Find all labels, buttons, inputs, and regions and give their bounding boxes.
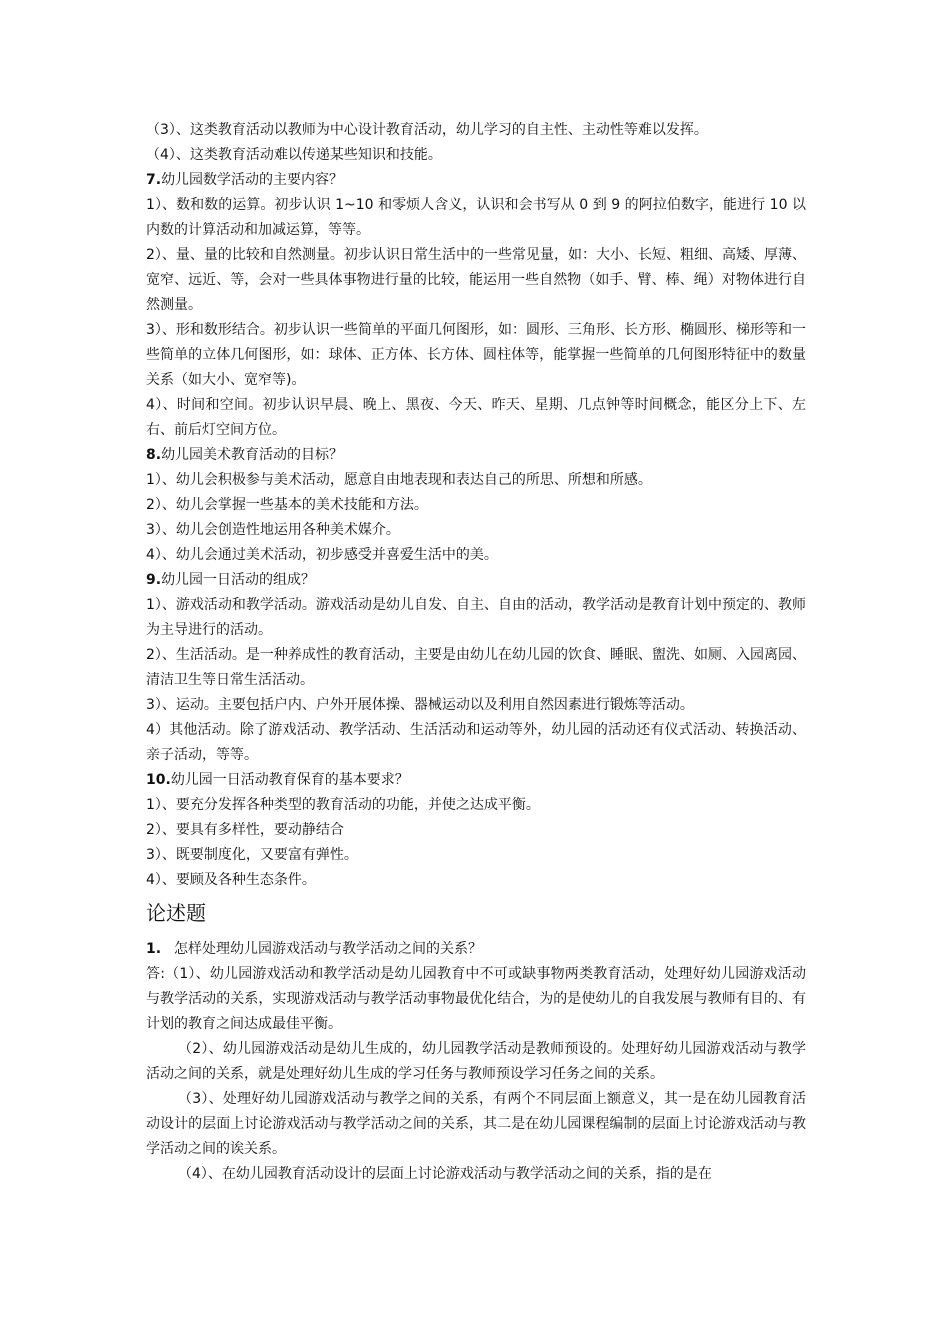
question-7-item-2: 2）、量、量的比较和自然测量。初步认识日常生活中的一些常见量，如：大小、长短、粗细、高矮、厚薄、宽窄、远近、等，会对一些具体事物进行量的比较，能运用一些自然物（如手、臂、棒、绳）对物体进行自然测量。 [146, 247, 806, 313]
essay-answer-para-2: （2）、幼儿园游戏活动是幼儿生成的，幼儿园教学活动是教师预设的。处理好幼儿园游戏活动与教学活动之间的关系，就是处理好幼儿生成的学习任务与教师预设学习任务之间的关系。 [146, 1041, 806, 1082]
question-7-item-4: 4）、时间和空间。初步认识早晨、晚上、黑夜、今天、昨天、星期、几点钟等时间概念，能区分上下、左右、前后灯空间方位。 [146, 397, 806, 438]
question-9-title [146, 568, 806, 593]
question-8-item-4: 4）、幼儿会通过美术活动，初步感受并喜爱生活中的美。 [146, 547, 498, 563]
essay-question-text: 怎样处理幼儿园游戏活动与教学活动之间的关系？ [174, 941, 482, 957]
essay-question-1 [146, 937, 806, 962]
question-10-item-1: 1）、要充分发挥各种类型的教育活动的功能，并使之达成平衡。 [146, 797, 540, 813]
question-9-item-4: 4）其他活动。除了游戏活动、教学活动、生活活动和运动等外，幼儿园的活动还有仪式活动、转换活动、亲子活动，等等。 [146, 722, 806, 763]
essay-answer-para-3: （3）、处理好幼儿园游戏活动与教学之间的关系，有两个不同层面上额意义，其一是在幼儿园教育活动设计的层面上讨论游戏活动与教学活动之间的关系，其二是在幼儿园课程编制的层面上讨论游戏活动与教学活动之间的诶关系。 [146, 1091, 806, 1157]
question-10-item-3: 3）、既要制度化，又要富有弹性。 [146, 847, 358, 863]
essay-answer-para-1: 答:（1）、幼儿园游戏活动和教学活动是幼儿园教育中不可或缺事物两类教育活动，处理好幼儿园游戏活动与教学活动的关系，实现游戏活动与教学活动事物最优化结合，为的是使幼儿的自我发展与教师有目的、有计划的教育之间达成最佳平衡。 [146, 966, 806, 1032]
question-7-number: 7. [146, 172, 162, 188]
question-9-item-2: 2）、生活活动。是一种养成性的教育活动，主要是由幼儿在幼儿园的饮食、睡眠、盥洗、如厕、入园离园、清洁卫生等日常生活活动。 [146, 647, 806, 688]
question-8-title [146, 443, 806, 468]
question-8-number: 8. [146, 447, 162, 463]
question-8-item-2: 2）、幼儿会掌握一些基本的美术技能和方法。 [146, 497, 428, 513]
document-body [146, 118, 806, 1187]
question-10-text: 幼儿园一日活动教育保育的基本要求？ [170, 772, 409, 788]
section-heading: 论述题 [146, 901, 206, 925]
question-10-item-4: 4）、要顾及各种生态条件。 [146, 872, 316, 888]
question-7-text: 幼儿园数学活动的主要内容？ [161, 172, 344, 188]
question-10-number: 10. [146, 772, 171, 788]
essay-question-number: 1. [146, 941, 162, 957]
question-7-title [146, 168, 806, 193]
question-8-item-3: 3）、幼儿会创造性地运用各种美术媒介。 [146, 522, 400, 538]
prev-item-4: （4）、这类教育活动难以传递某些知识和技能。 [146, 147, 442, 163]
question-10-item-2: 2）、要具有多样性，要动静结合 [146, 822, 344, 838]
question-7-item-1: 1）、数和数的运算。初步认识 1~10 和零烦人含义，认识和会书写从 0 到 9 的阿拉伯数字，能进行 10 以内数的计算活动和加减运算，等等。 [146, 197, 806, 238]
question-9-item-3: 3）、运动。主要包括户内、户外开展体操、器械运动以及利用自然因素进行锻炼等活动。 [146, 697, 694, 713]
essay-answer-para-4: （4）、在幼儿园教育活动设计的层面上讨论游戏活动与教学活动之间的关系，指的是在 [178, 1166, 712, 1182]
question-8-item-1: 1）、幼儿会积极参与美术活动，愿意自由地表现和表达自己的所思、所想和所感。 [146, 472, 652, 488]
question-9-text: 幼儿园一日活动的组成？ [161, 572, 316, 588]
question-10-title [146, 768, 806, 793]
question-9-number: 9. [146, 572, 162, 588]
question-7-item-3: 3）、形和数形结合。初步认识一些简单的平面几何图形，如：圆形、三角形、长方形、椭圆形、梯形等和一些简单的立体几何图形，如：球体、正方体、长方体、圆柱体等，能掌握一些简单的几何图形特征中的数量关系（如大小、宽窄等)。 [146, 322, 806, 388]
prev-item-3: （3）、这类教育活动以教师为中心设计教育活动，幼儿学习的自主性、主动性等难以发挥。 [146, 122, 708, 138]
question-9-item-1: 1）、游戏活动和教学活动。游戏活动是幼儿自发、自主、自由的活动，教学活动是教育计划中预定的、教师为主导进行的活动。 [146, 597, 806, 638]
question-8-text: 幼儿园美术教育活动的目标？ [161, 447, 344, 463]
